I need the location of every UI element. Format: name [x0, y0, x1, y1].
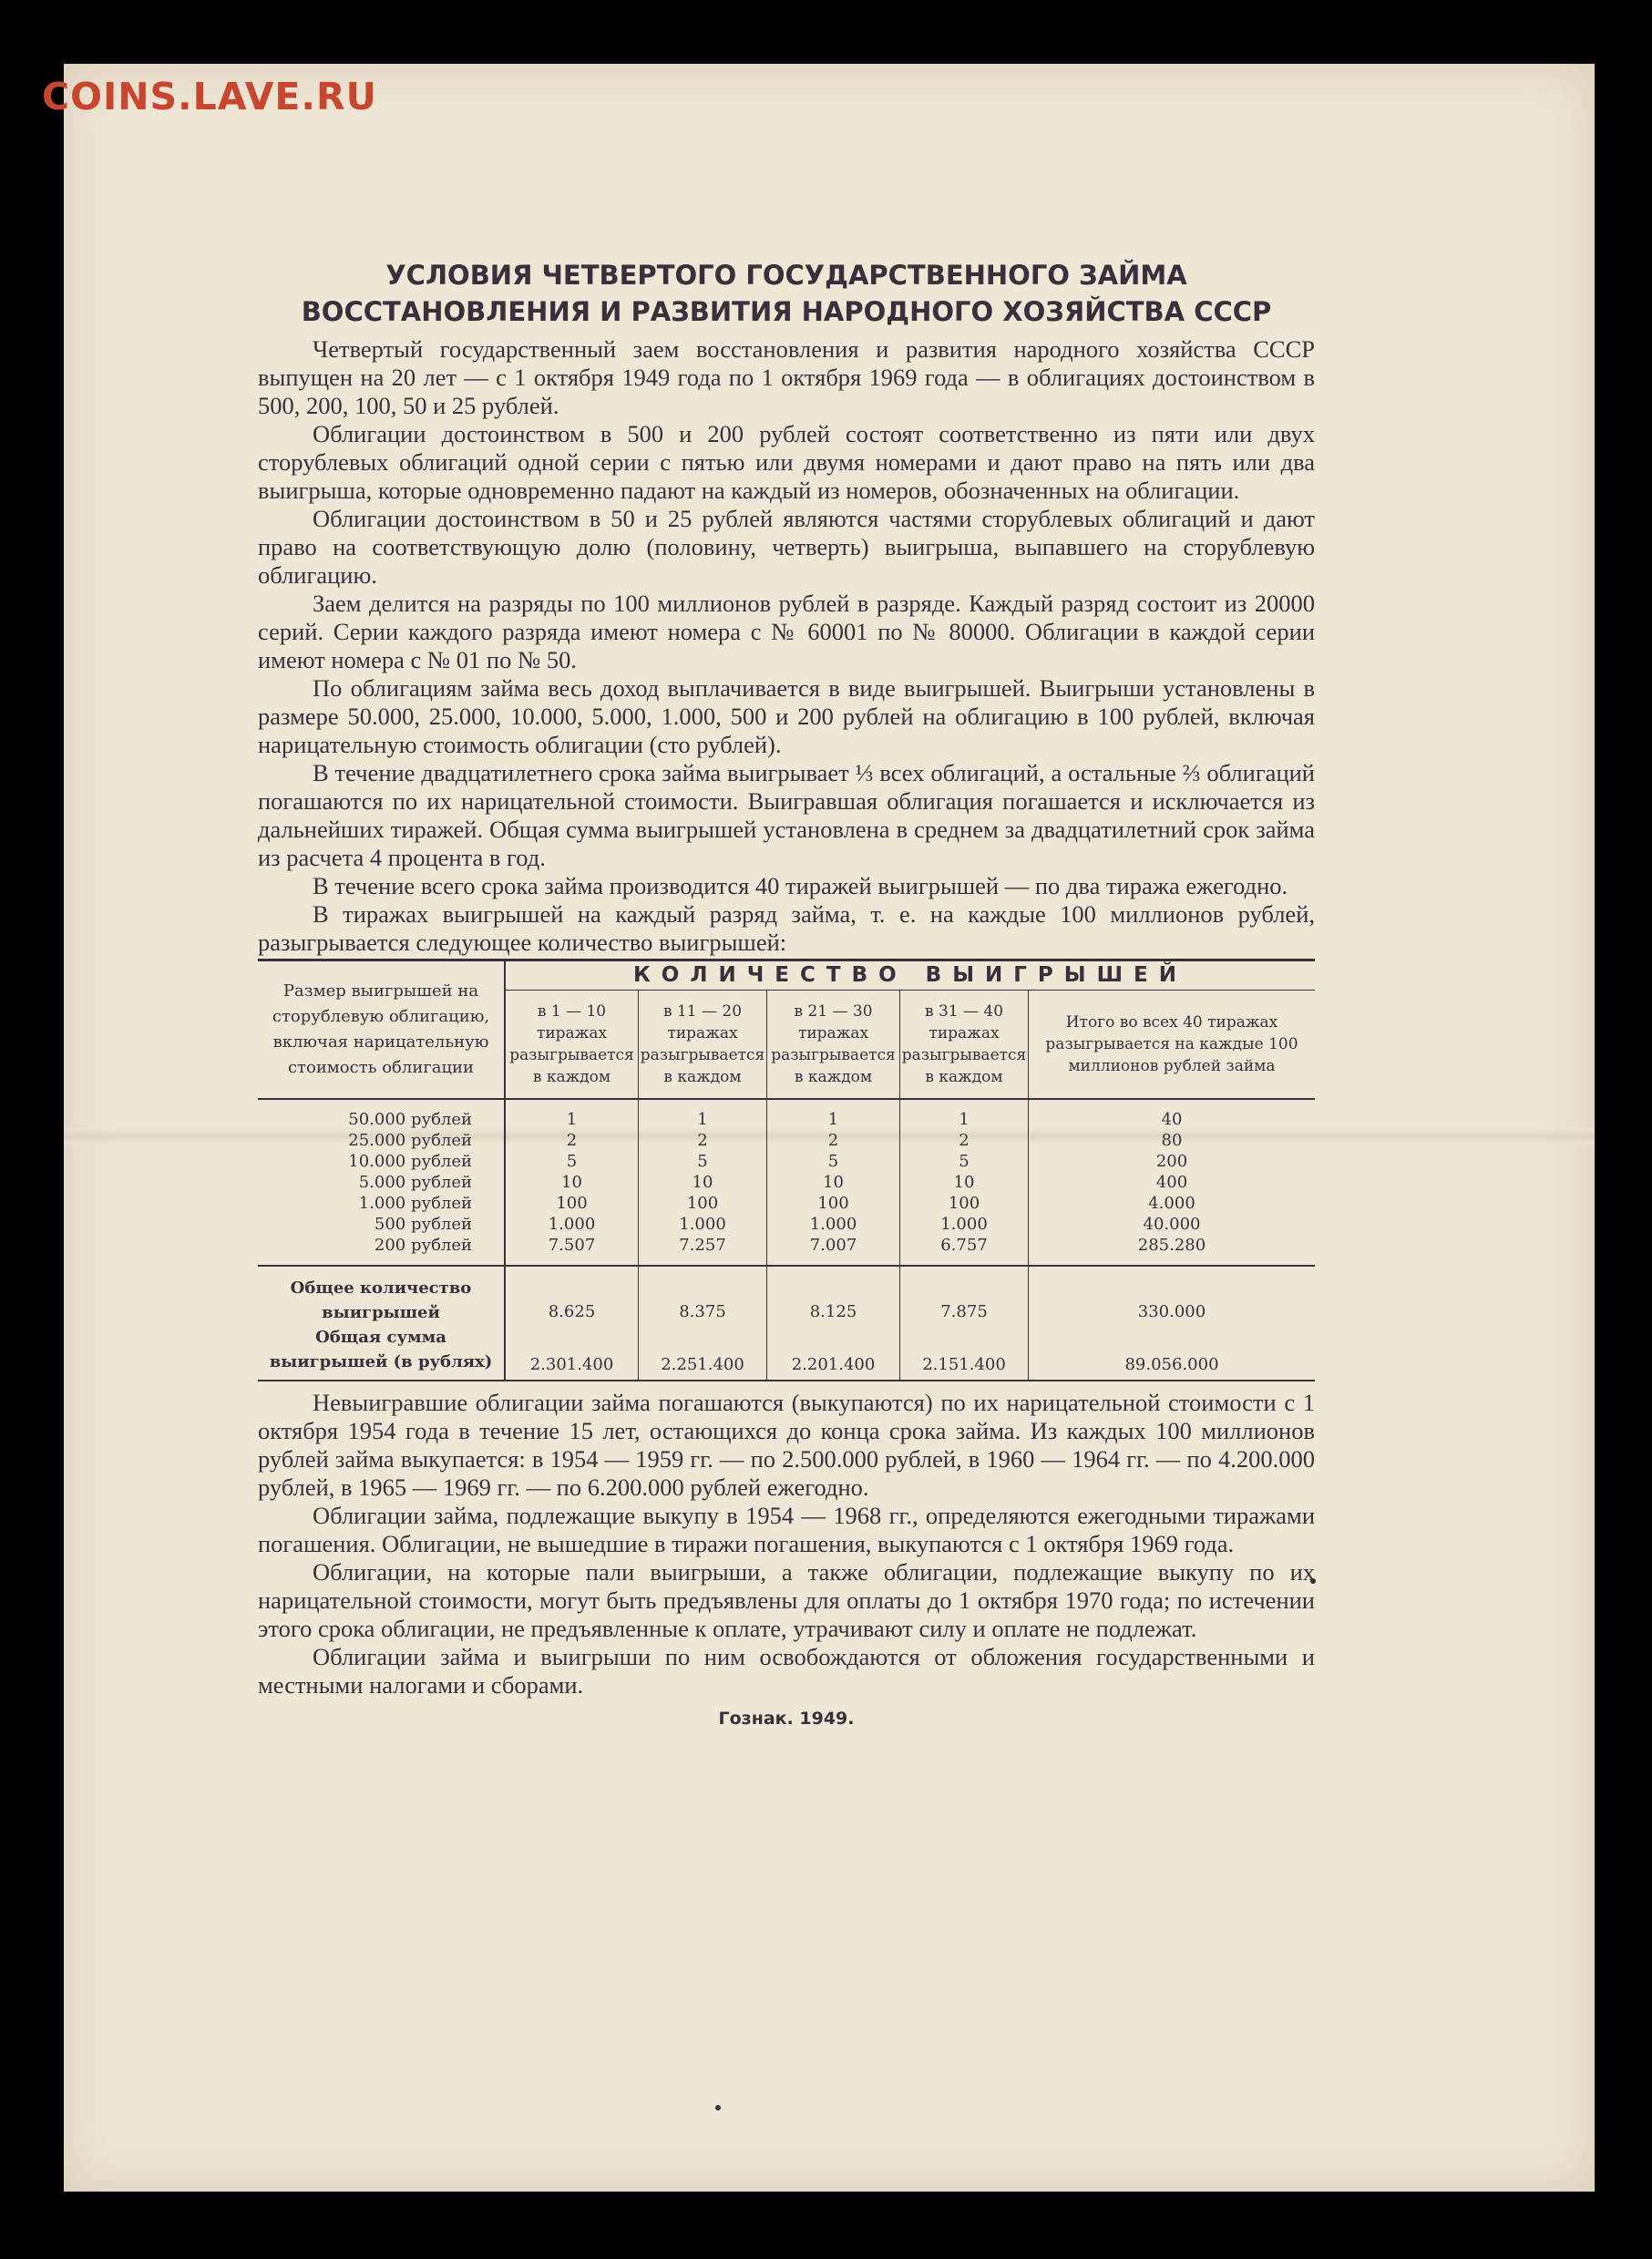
- table-cell: 5: [505, 1151, 639, 1172]
- row-label: Общее количество выигрышей: [258, 1266, 505, 1325]
- table-cell: 8.125: [767, 1266, 900, 1325]
- paragraph: По облигациям займа весь доход выплачивается в виде выигрышей. Выигрыши установлены в размере 50.000, 25.000, 10.000, 5.000, 1.000, 500 и 200 рублей на облигацию в 100 рублей, включая нарицательную стоимость облигации (сто рублей).: [258, 674, 1315, 758]
- table-cell: 4.000: [1148, 1194, 1195, 1213]
- paragraph: Облигации займа, подлежащие выкупу в 1954 — 1968 гг., определяются ежегодными тиражами погашения. Облигации, не вышедшие в тиражи погашения, выкупаются с 1 октября 1969 года.: [258, 1502, 1315, 1557]
- prize-amount: 1.000 рублей: [258, 1193, 505, 1214]
- table-cell: 6.757: [900, 1235, 1029, 1266]
- table-cell: 200: [1155, 1152, 1188, 1171]
- table-cell: 2.151.400: [900, 1325, 1029, 1381]
- table-cell: 7.507: [505, 1235, 639, 1266]
- table-cell: 2.251.400: [639, 1325, 767, 1381]
- table-cell: 10: [767, 1172, 900, 1193]
- column-header: в 1 — 10 тиражах разыгрывается в каждом: [505, 990, 639, 1099]
- table-row: [258, 1193, 1315, 1214]
- table-cell: 1.000: [900, 1214, 1029, 1235]
- closing-terms: [258, 1389, 1315, 1699]
- table-row: [258, 1235, 1315, 1266]
- table-cell: 1.000: [639, 1214, 767, 1235]
- table-cell: 8.375: [639, 1266, 767, 1325]
- table-cell: 285.280: [1029, 1235, 1316, 1266]
- column-header: в 11 — 20 тиражах разыгрывается в каждом: [639, 990, 767, 1099]
- table-cell: 7.257: [639, 1235, 767, 1266]
- prize-amount: 200 рублей: [258, 1235, 505, 1266]
- ink-dot: [715, 2105, 721, 2110]
- table-cell: 10: [900, 1172, 1029, 1193]
- table-cell: 100: [767, 1193, 900, 1214]
- total-count-row: [258, 1266, 1315, 1325]
- table-cell: 2: [900, 1130, 1029, 1151]
- paragraph: Облигации, на которые пали выигрыши, а также облигации, подлежащие выкупу по их нарицательной стоимости, могут быть предъявлены для оплаты до 1 октября 1970 года; по истечении этого срока облигации, не предъявленные к оплате, утрачивают силу и оплате не подлежат.: [258, 1558, 1315, 1642]
- title-line-1: УСЛОВИЯ ЧЕТВЕРТОГО ГОСУДАРСТВЕННОГО ЗАЙМА: [385, 260, 1187, 291]
- table-cell: 10: [639, 1172, 767, 1193]
- column-header: Итого во всех 40 тиражах разыгрывается на каждые 100 миллионов рублей займа: [1029, 990, 1316, 1099]
- paragraph: Облигации достоинством в 50 и 25 рублей являются частями сторублевых облигаций и дают право на соответствующую долю (половину, четверть) выигрыша, выпавшего на сторублевую облигацию.: [258, 505, 1315, 589]
- table-row: [258, 1172, 1315, 1193]
- paragraph: Облигации достоинством в 500 и 200 рублей состоят соответственно из пяти или двух сторублевых облигаций одной серии с пятью или двумя номерами и дают право на пять или два выигрыша, которые одновременно падают на каждый из номеров, обозначенных на облигации.: [258, 420, 1315, 504]
- paragraph: Невыигравшие облигации займа погашаются (выкупаются) по их нарицательной стоимости с 1 октября 1954 года в течение 15 лет, остающихся до конца срока займа. Из каждых 100 миллионов рублей займа выкупается: в 1954 — 1959 гг. — по 2.500.000 рублей, в 1960 — 1964 гг. — по 4.200.000 рублей, в 1965 — 1969 гг. — по 6.200.000 рублей ежегодно.: [258, 1389, 1315, 1501]
- table-row: [258, 1130, 1315, 1151]
- table-cell: 10: [505, 1172, 639, 1193]
- prize-table: [258, 961, 1315, 1381]
- table-cell: 5: [900, 1151, 1029, 1172]
- prize-amount: 10.000 рублей: [258, 1151, 505, 1172]
- table-row: [258, 1099, 1315, 1130]
- table-cell: 8.625: [505, 1266, 639, 1325]
- prize-amount: 25.000 рублей: [258, 1130, 505, 1151]
- table-cell: 5: [639, 1151, 767, 1172]
- table-cell: 7.875: [900, 1266, 1029, 1325]
- table-cell: 80: [1161, 1131, 1183, 1150]
- table-cell: 100: [900, 1193, 1029, 1214]
- document-title: [258, 257, 1315, 330]
- document-body: [258, 257, 1315, 1729]
- table-cell: 1: [639, 1099, 767, 1130]
- column-header: в 31 — 40 тиражах разыгрывается в каждом: [900, 990, 1029, 1099]
- paragraph: Облигации займа и выигрыши по ним освобождаются от обложения государственными и местными налогами и сборами.: [258, 1643, 1315, 1699]
- table-cell: 330.000: [1137, 1302, 1206, 1321]
- table-cell: 1: [767, 1099, 900, 1130]
- title-line-2: ВОССТАНОВЛЕНИЯ И РАЗВИТИЯ НАРОДНОГО ХОЗЯЙСТВА СССР: [301, 296, 1272, 327]
- table-cell: 1.000: [767, 1214, 900, 1235]
- printer-imprint: Гознак. 1949.: [718, 1709, 855, 1729]
- table-row: [258, 1214, 1315, 1235]
- table-cell: 2.201.400: [767, 1325, 900, 1381]
- table-cell: 89.056.000: [1029, 1325, 1316, 1381]
- table-cell: 100: [639, 1193, 767, 1214]
- table-cell: 2: [767, 1130, 900, 1151]
- table-cell: 2.301.400: [505, 1325, 639, 1381]
- prize-size-header: Размер выигрышей на сторублевую облигацию, включая нарицательную стоимость облигации: [258, 961, 505, 1099]
- table-cell: 1: [505, 1099, 639, 1130]
- table-cell: 40: [1161, 1110, 1183, 1129]
- table-cell: 2: [505, 1130, 639, 1151]
- prize-count-header: КОЛИЧЕСТВО ВЫИГРЫШЕЙ: [505, 961, 1315, 990]
- prize-amount: 5.000 рублей: [258, 1172, 505, 1193]
- table-cell: 100: [505, 1193, 639, 1214]
- table-cell: 400: [1155, 1173, 1188, 1192]
- paragraph: В течение всего срока займа производится 40 тиражей выигрышей — по два тиража ежегодно.: [313, 872, 1288, 899]
- table-cell: 7.007: [767, 1235, 900, 1266]
- column-header: в 21 — 30 тиражах разыгрывается в каждом: [767, 990, 900, 1099]
- table-row: [258, 1151, 1315, 1172]
- paragraph: Заем делится на разряды по 100 миллионов рублей в разряде. Каждый разряд состоит из 20000 серий. Серии каждого разряда имеют номера с № 60001 по № 80000. Облигации в каждой серии имеют номера с № 01 по № 50.: [258, 590, 1315, 673]
- paragraph: Четвертый государственный заем восстановления и развития народного хозяйства СССР выпущен на 20 лет — с 1 октября 1949 года по 1 октября 1969 года — в облигациях достоинством в 500, 200, 100, 50 и 25 рублей.: [258, 335, 1315, 419]
- paragraph: В тиражах выигрышей на каждый разряд займа, т. е. на каждые 100 миллионов рублей, разыгрывается следующее количество выигрышей:: [258, 900, 1315, 961]
- watermark: COINS.LAVE.RU: [42, 75, 377, 118]
- table-cell: 5: [767, 1151, 900, 1172]
- table-cell: 1: [900, 1099, 1029, 1130]
- table-cell: 2: [639, 1130, 767, 1151]
- table-cell: 1.000: [505, 1214, 639, 1235]
- total-sum-row: [258, 1325, 1315, 1381]
- row-label: Общая сумма выигрышей (в рублях): [258, 1325, 505, 1381]
- prize-amount: 500 рублей: [258, 1214, 505, 1235]
- paragraph: В течение двадцатилетнего срока займа выигрывает ⅓ всех облигаций, а остальные ⅔ облигаций погашаются по их нарицательной стоимости. Выигравшая облигация погашается и исключается из дальнейших тиражей. Общая сумма выигрышей установлена в среднем за двадцатилетний срок займа из расчета 4 процента в год.: [258, 759, 1315, 871]
- prize-amount: 50.000 рублей: [258, 1099, 505, 1130]
- table-cell: 40.000: [1143, 1215, 1201, 1234]
